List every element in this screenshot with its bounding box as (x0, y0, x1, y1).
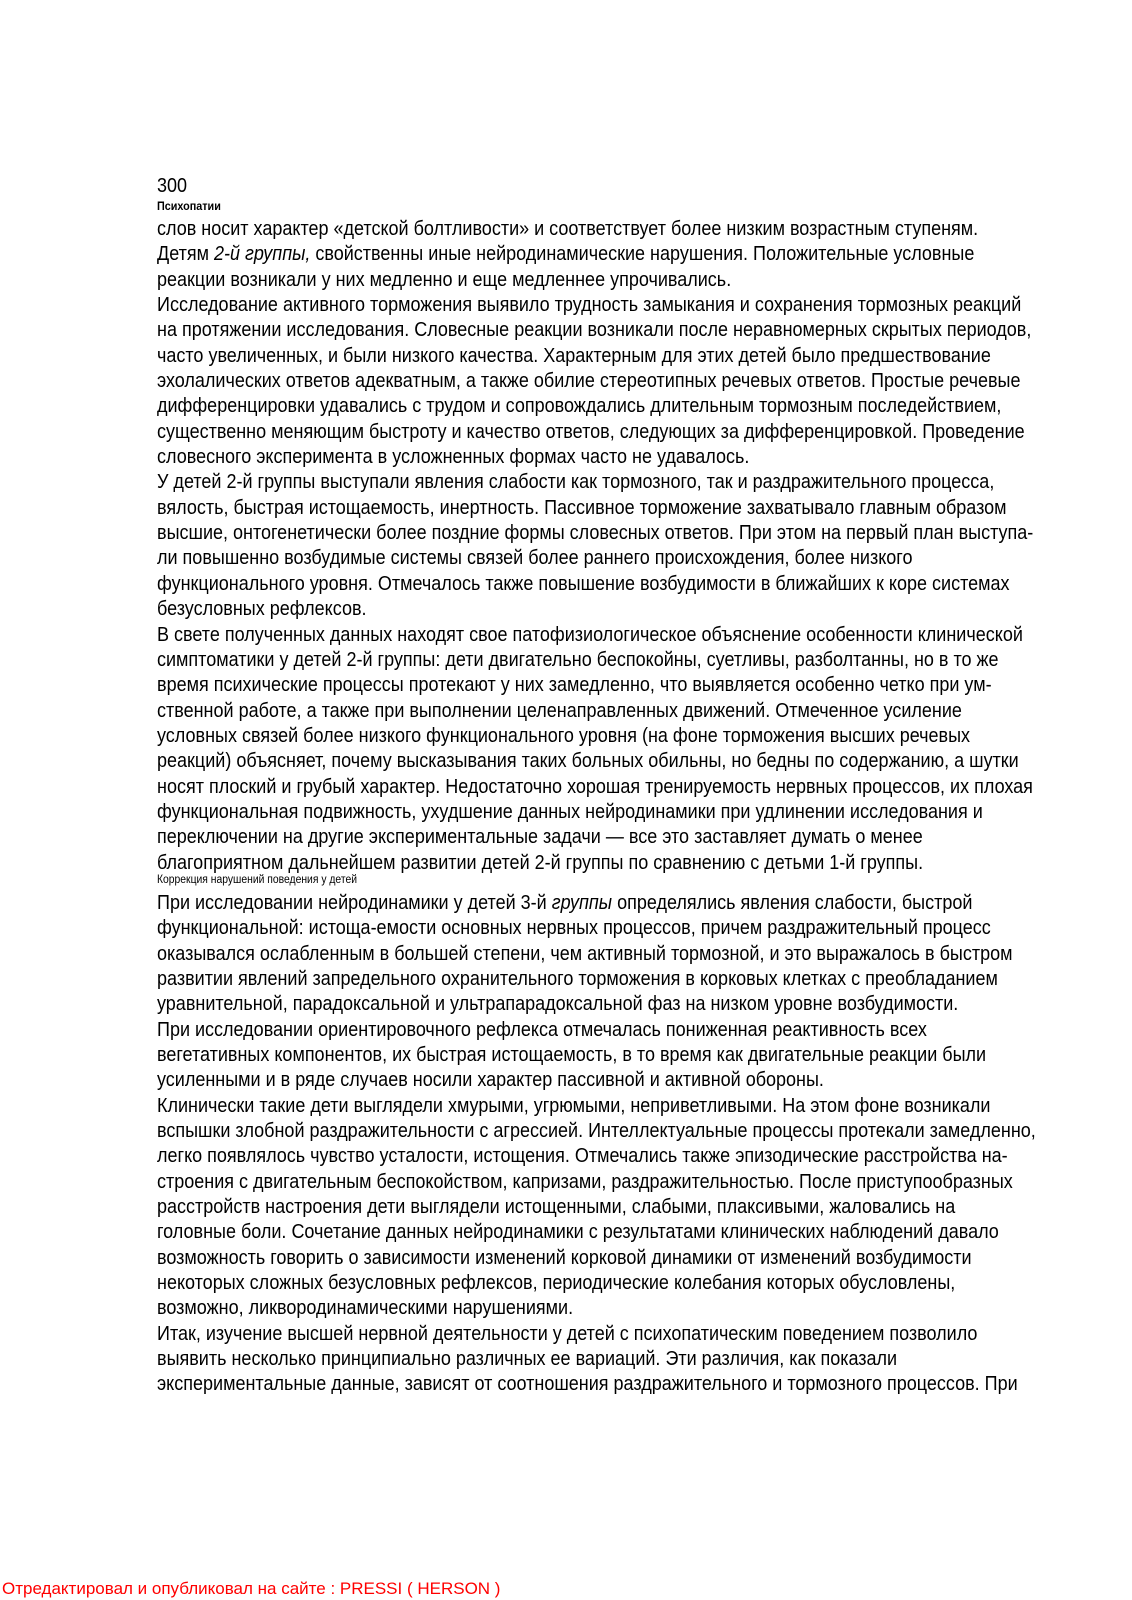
text-line: носят плоский и грубый характер. Недостаточно хорошая тренируемость нервных процессов, их плохая (157, 775, 1033, 798)
running-header: Психопатии (157, 199, 221, 213)
text-line: часто увеличенных, и были низкого качества. Характерным для этих детей было предшествование (157, 344, 991, 367)
italic-text-segment: 2-й группы, (213, 243, 311, 266)
text-line: некоторых сложных безусловных рефлексов, периодические колебания которых обусловлены, (157, 1272, 956, 1295)
text-line: симптоматики у детей 2-й группы: дети двигательно беспокойны, суетливы, разболтанны, но в то же (157, 648, 999, 671)
text-segment: Детям (157, 243, 214, 266)
body-text-part-1 (157, 217, 1057, 876)
text-line: реакций) объясняет, почему высказывания таких больных обильны, но бедны по содержанию, а шутки (157, 750, 1019, 773)
text-line: легко появлялось чувство усталости, истощения. Отмечались также эпизодические расстройства на- (157, 1145, 1008, 1168)
text-column (157, 176, 1057, 1398)
footer-credit: Отредактировал и опубликовал на сайте : PRESSI ( HERSON ) (2, 1579, 501, 1598)
text-line: переключении на другие экспериментальные задачи — все это заставляет думать о менее (157, 826, 923, 849)
text-line: вялость, быстрая истощаемость, инертность. Пассивное торможение захватывало главным образом (157, 496, 1007, 519)
text-line: развитии явлений запредельного охранительного торможения в корковых клетках с преобладанием (157, 967, 998, 990)
text-line: время психические процессы протекают у них замедленно, что выявляется особенно четко при ум- (157, 674, 992, 697)
text-line: вегетативных компонентов, их быстрая истощаемость, в то время как двигательные реакции были (157, 1044, 987, 1066)
text-line: оказывался ослабленным в большей степени, чем активный тормозной, и это выражалось в быстром (157, 942, 1013, 965)
text-line: уравнительной, парадоксальной и ультрапарадоксальной фаз на низком уровне возбудимости. (157, 993, 959, 1016)
text-line (157, 242, 1057, 267)
text-line: У детей 2-й группы выступали явления слабости как тормозного, так и раздражительного процесса, (157, 471, 995, 494)
text-line: на протяжении исследования. Словесные реакции возникали после неравномерных скрытых периодов, (157, 319, 1032, 342)
text-line: функционального уровня. Отмечалось также повышение возбудимости в ближайших к коре системах (157, 572, 1010, 595)
text-line: высшие, онтогенетически более поздние формы словесных ответов. При этом на первый план выступа- (157, 522, 1034, 545)
text-line: благоприятном дальнейшем развитии детей 2-й группы по сравнению с детьми 1-й группы. (157, 851, 924, 874)
text-line: экспериментальные данные, зависят от соотношения раздражительного и тормозного процессов. При (157, 1373, 1018, 1396)
text-line: В свете полученных данных находят свое патофизиологическое объяснение особенности клинической (157, 623, 1023, 646)
text-segment: определялись явления слабости, быстрой (612, 891, 973, 914)
text-line: усиленными и в ряде случаев носили характер пассивной и активной обороны. (157, 1069, 824, 1092)
text-line: строения с двигательным беспокойством, капризами, раздражительностью. После приступообразных (157, 1170, 1013, 1193)
text-line: слов носит характер «детской болтливости» и соответствует более низким возрастным ступеням. (157, 218, 979, 240)
body-text-part-2 (157, 891, 1057, 1398)
text-line: безусловных рефлексов. (157, 598, 367, 621)
text-line: возможность говорить о зависимости изменений корковой динамики от изменений возбудимости (157, 1246, 972, 1269)
text-segment: При исследовании нейродинамики у детей 3-й (157, 891, 552, 914)
text-segment: свойственны иные нейродинамические нарушения. Положительные условные (310, 243, 975, 266)
text-line (157, 891, 1057, 916)
text-line: дифференцировки удавались с трудом и сопровождались длительным тормозным последействием, (157, 395, 1002, 418)
text-line: Итак, изучение высшей нервной деятельности у детей с психопатическим поведением позволило (157, 1322, 978, 1345)
text-line: эхолалических ответов адекватным, а также обилие стереотипных речевых ответов. Простые речевые (157, 370, 1021, 393)
text-line: При исследовании ориентировочного рефлекса отмечалась пониженная реактивность всех (157, 1018, 927, 1041)
page-number: 300 (157, 175, 188, 197)
text-line: расстройств настроения дети выглядели истощенными, слабыми, плаксивыми, жаловались на (157, 1196, 956, 1219)
text-line: ственной работе, а также при выполнении целенаправленных движений. Отмеченное усиление (157, 699, 962, 722)
text-line: возможно, ликвородинамическими нарушениями. (157, 1297, 574, 1320)
text-line: словесного эксперимента в усложненных формах часто не удавалось. (157, 446, 750, 469)
text-line: реакции возникали у них медленно и еще медленнее упрочивались. (157, 268, 732, 291)
text-line: Клинически такие дети выглядели хмурыми, угрюмыми, неприветливыми. На этом фоне возникали (157, 1094, 991, 1117)
text-line: головные боли. Сочетание данных нейродинамики с результатами клинических наблюдений давало (157, 1221, 999, 1244)
text-line: Исследование активного торможения выявило трудность замыкания и сохранения тормозных реакций (157, 294, 1022, 317)
text-line: существенно меняющим быстроту и качество ответов, следующих за дифференцировкой. Проведение (157, 420, 1025, 443)
text-line: условных связей более низкого функционального уровня (на фоне торможения высших речевых (157, 724, 971, 747)
text-line: функциональная подвижность, ухудшение данных нейродинамики при удлинении исследования и (157, 800, 983, 823)
text-line: выявить несколько принципиально различных ее вариаций. Эти различия, как показали (157, 1348, 898, 1371)
inline-running-header: Коррекция нарушений поведения у детей (157, 873, 357, 886)
text-line: функциональной: истоща-емости основных нервных процессов, причем раздражительный процесс (157, 917, 991, 940)
italic-text-segment: группы (551, 891, 613, 914)
text-line: вспышки злобной раздражительности с агрессией. Интеллектуальные процессы протекали замедленно, (157, 1120, 1036, 1143)
text-line: ли повышенно возбудимые системы связей более раннего происхождения, более низкого (157, 547, 913, 570)
